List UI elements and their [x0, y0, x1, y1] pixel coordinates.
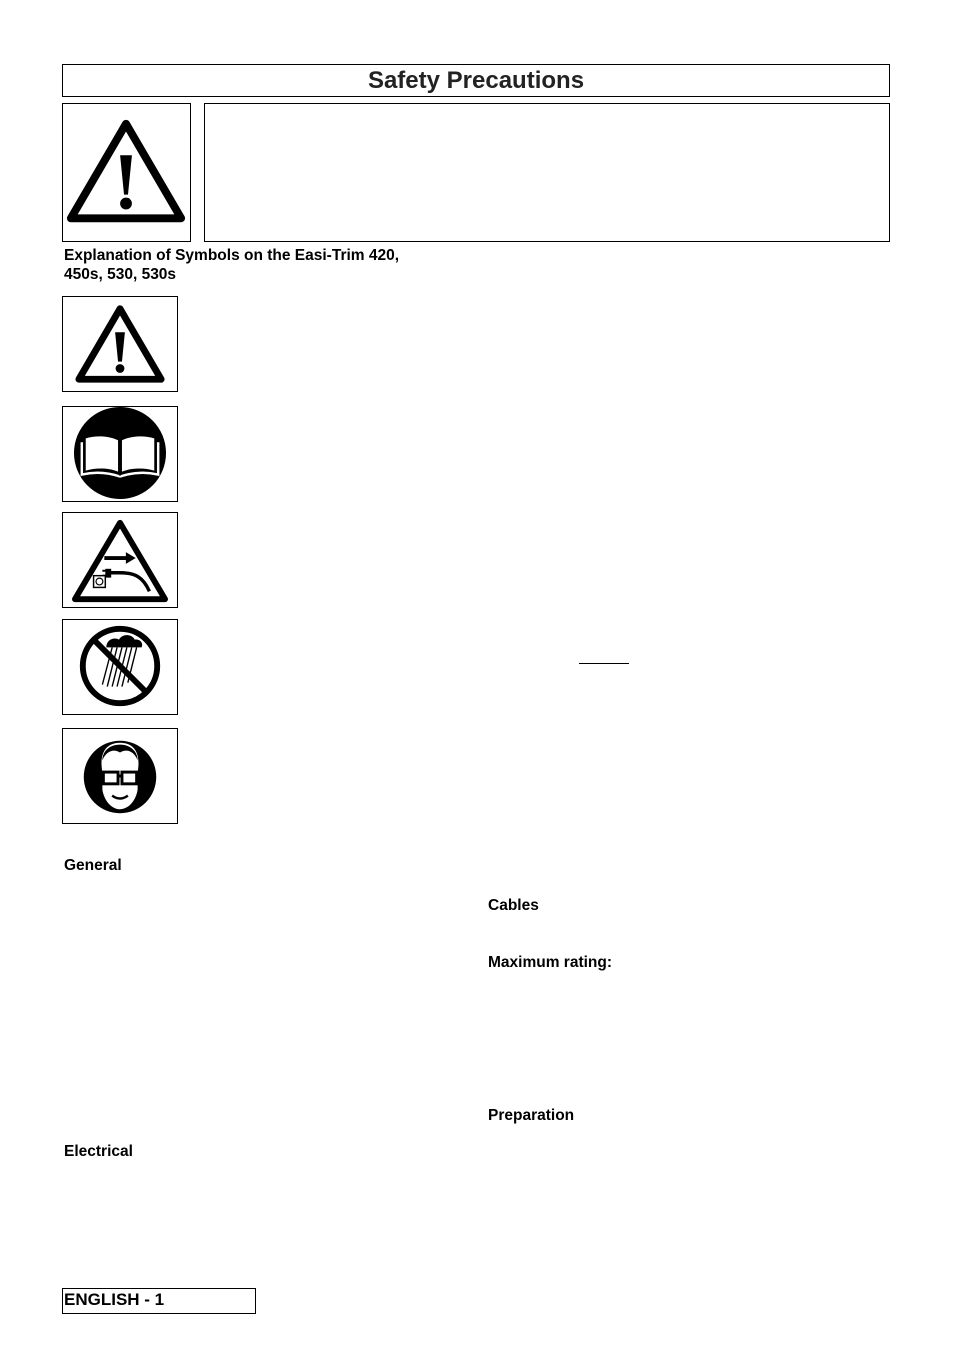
symbol-warning: [62, 296, 178, 392]
page-title: Safety Precautions: [367, 67, 585, 94]
warning-text-panel: [204, 103, 890, 242]
wear-eye-protection-icon: [63, 729, 177, 823]
warning-triangle-icon: [63, 104, 190, 241]
heading-preparation: Preparation: [488, 1107, 575, 1124]
symbols-heading: [64, 246, 399, 284]
heading-cables: Cables: [488, 897, 539, 914]
warning-triangle-icon: [63, 297, 177, 391]
no-rain-icon: [63, 620, 177, 714]
page-title-box: [62, 64, 890, 97]
symbol-no-rain: [62, 619, 178, 715]
page-label: ENGLISH - 1: [64, 1290, 165, 1309]
symbol-read-manual: [62, 406, 178, 502]
warning-symbol-box: [62, 103, 191, 242]
heading-electrical: Electrical: [64, 1143, 133, 1160]
heading-general: General: [64, 857, 122, 874]
symbols-heading-line1: Explanation of Symbols on the Easi-Trim 420,: [64, 247, 400, 264]
read-manual-icon: [63, 407, 177, 501]
underline-mark: [579, 663, 629, 664]
heading-maximum-rating: Maximum rating:: [488, 954, 613, 971]
symbol-unplug: [62, 512, 178, 608]
symbols-heading-line2: 450s, 530, 530s: [64, 266, 177, 283]
page-footer: [62, 1288, 256, 1314]
symbol-eye-protection: [62, 728, 178, 824]
unplug-cable-icon: [63, 513, 177, 607]
